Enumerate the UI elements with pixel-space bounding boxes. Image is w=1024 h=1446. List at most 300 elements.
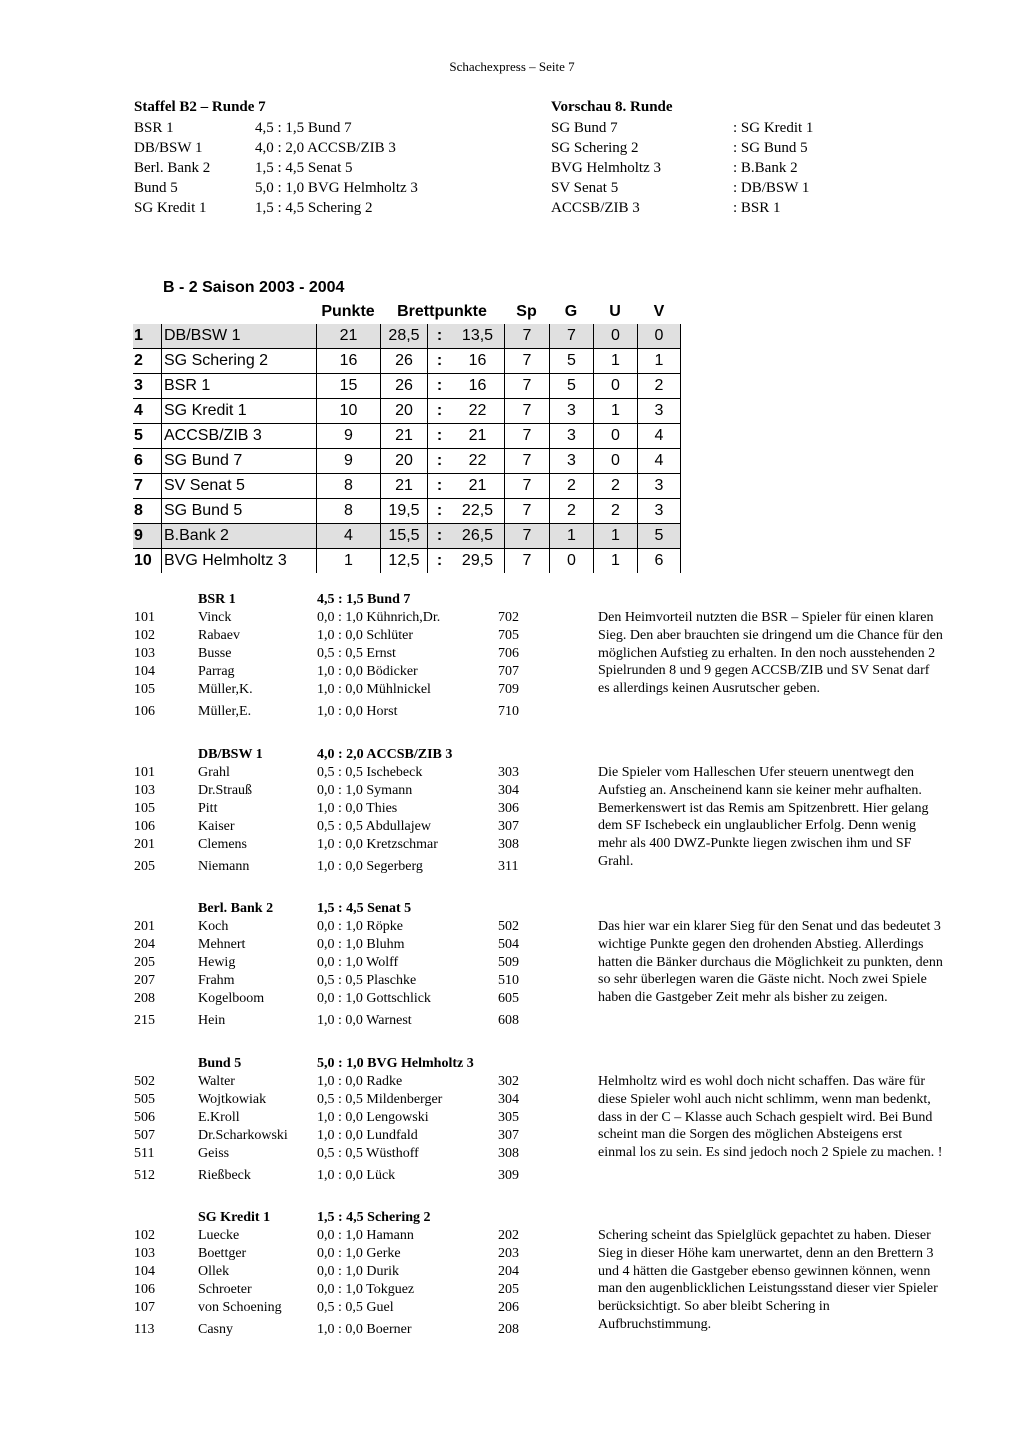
board-number: 103 bbox=[134, 646, 155, 661]
player-row bbox=[134, 1317, 598, 1339]
round-results-title: Staffel B2 – Runde 7 bbox=[134, 99, 266, 115]
losses: 6 bbox=[637, 549, 681, 573]
game-result: 0,0 : 1,0 Röpke bbox=[317, 919, 403, 934]
opponent-board: 308 bbox=[498, 1146, 519, 1161]
board-number: 106 bbox=[134, 819, 155, 834]
player-row bbox=[134, 800, 598, 818]
board-number: 511 bbox=[134, 1146, 155, 1161]
standings-header bbox=[133, 300, 681, 324]
losses: 3 bbox=[637, 399, 681, 423]
board-number: 505 bbox=[134, 1092, 155, 1107]
player-row bbox=[134, 681, 598, 699]
draws: 2 bbox=[593, 474, 637, 498]
game-result: 0,5 : 0,5 Mildenberger bbox=[317, 1092, 443, 1107]
result-score: 4,0 : 2,0 ACCSB/ZIB 3 bbox=[255, 140, 396, 156]
game-result: 0,0 : 1,0 Tokguez bbox=[317, 1282, 415, 1297]
player-row bbox=[134, 1299, 598, 1317]
player-name: Hein bbox=[198, 1013, 226, 1028]
player-name: Clemens bbox=[198, 837, 247, 852]
game-result: 0,0 : 1,0 Hamann bbox=[317, 1228, 414, 1243]
match-header bbox=[134, 1208, 598, 1227]
player-name: Pitt bbox=[198, 801, 218, 816]
preview-away: : DB/BSW 1 bbox=[733, 180, 810, 196]
board-points-for: 26 bbox=[380, 374, 427, 398]
board-number: 102 bbox=[134, 1228, 155, 1243]
board-number: 201 bbox=[134, 837, 155, 852]
game-result: 1,0 : 0,0 Lück bbox=[317, 1168, 396, 1183]
result-home: DB/BSW 1 bbox=[134, 140, 203, 156]
game-result: 1,0 : 0,0 Segerberg bbox=[317, 859, 423, 874]
team-name: SG Bund 7 bbox=[161, 449, 316, 473]
games-played: 7 bbox=[504, 549, 549, 573]
match-result: 5,0 : 1,0 BVG Helmholtz 3 bbox=[317, 1056, 474, 1071]
board-number: 512 bbox=[134, 1168, 155, 1183]
rank: 6 bbox=[134, 452, 143, 469]
player-name: Müller,K. bbox=[198, 682, 253, 697]
points: 16 bbox=[316, 349, 380, 373]
match-team: BSR 1 bbox=[198, 592, 236, 607]
team-name: B.Bank 2 bbox=[161, 524, 316, 548]
losses: 3 bbox=[637, 499, 681, 523]
standings-table bbox=[133, 276, 681, 573]
player-name: Geiss bbox=[198, 1146, 230, 1161]
wins: 3 bbox=[549, 424, 593, 448]
game-result: 0,0 : 1,0 Bluhm bbox=[317, 937, 405, 952]
team-name: BVG Helmholtz 3 bbox=[161, 549, 316, 573]
game-result: 1,0 : 0,0 Horst bbox=[317, 704, 398, 719]
player-name: E.Kroll bbox=[198, 1110, 240, 1125]
player-name: Frahm bbox=[198, 973, 235, 988]
match-result: 4,5 : 1,5 Bund 7 bbox=[317, 592, 411, 607]
wins: 5 bbox=[549, 349, 593, 373]
result-row bbox=[134, 158, 418, 178]
standings-body bbox=[133, 324, 681, 573]
opponent-board: 309 bbox=[498, 1168, 519, 1183]
opponent-board: 502 bbox=[498, 919, 519, 934]
match-block bbox=[134, 590, 943, 721]
game-result: 1,0 : 0,0 Bödicker bbox=[317, 664, 418, 679]
points: 8 bbox=[316, 499, 380, 523]
board-number: 201 bbox=[134, 919, 155, 934]
game-result: 0,5 : 0,5 Guel bbox=[317, 1300, 394, 1315]
player-row bbox=[134, 918, 598, 936]
colon: : bbox=[427, 424, 451, 448]
opponent-board: 510 bbox=[498, 973, 519, 988]
player-row bbox=[134, 699, 598, 721]
match-team: SG Kredit 1 bbox=[198, 1210, 271, 1225]
draws: 0 bbox=[593, 324, 637, 348]
player-name: von Schoening bbox=[198, 1300, 282, 1315]
player-name: Vinck bbox=[198, 610, 232, 625]
game-result: 1,0 : 0,0 Schlüter bbox=[317, 628, 414, 643]
match-result: 4,0 : 2,0 ACCSB/ZIB 3 bbox=[317, 747, 453, 762]
match-header bbox=[134, 590, 598, 609]
colon: : bbox=[427, 374, 451, 398]
player-row bbox=[134, 645, 598, 663]
board-points-for: 21 bbox=[380, 424, 427, 448]
player-name: Walter bbox=[198, 1074, 235, 1089]
colon: : bbox=[427, 499, 451, 523]
draws: 1 bbox=[593, 399, 637, 423]
player-name: Boettger bbox=[198, 1246, 247, 1261]
player-name: Dr.Strauß bbox=[198, 783, 253, 798]
game-result: 1,0 : 0,0 Warnest bbox=[317, 1013, 412, 1028]
team-name: ACCSB/ZIB 3 bbox=[161, 424, 316, 448]
standings-title: B - 2 Saison 2003 - 2004 bbox=[163, 279, 345, 296]
player-row bbox=[134, 1227, 598, 1245]
board-points-for: 20 bbox=[380, 399, 427, 423]
result-score: 4,5 : 1,5 Bund 7 bbox=[255, 120, 352, 136]
player-row bbox=[134, 1008, 598, 1030]
games-played: 7 bbox=[504, 324, 549, 348]
wins: 7 bbox=[549, 324, 593, 348]
team-name: DB/BSW 1 bbox=[161, 324, 316, 348]
board-points-against: 16 bbox=[468, 352, 487, 369]
header-sp: Sp bbox=[516, 303, 537, 320]
result-row bbox=[134, 138, 418, 158]
board-number: 101 bbox=[134, 765, 155, 780]
result-home: SG Kredit 1 bbox=[134, 200, 207, 216]
board-number: 107 bbox=[134, 1300, 155, 1315]
board-number: 502 bbox=[134, 1074, 155, 1089]
colon: : bbox=[427, 524, 451, 548]
result-row bbox=[134, 178, 418, 198]
preview-away: : SG Kredit 1 bbox=[733, 120, 814, 136]
board-number: 506 bbox=[134, 1110, 155, 1125]
wins: 2 bbox=[549, 474, 593, 498]
rank: 4 bbox=[134, 402, 143, 419]
opponent-board: 710 bbox=[498, 704, 519, 719]
board-points-against: 29,5 bbox=[461, 552, 494, 569]
board-number: 105 bbox=[134, 801, 155, 816]
player-name: Ollek bbox=[198, 1264, 230, 1279]
board-points-against: 16 bbox=[468, 377, 487, 394]
opponent-board: 202 bbox=[498, 1228, 519, 1243]
player-row bbox=[134, 954, 598, 972]
match-header bbox=[134, 899, 598, 918]
standings-row bbox=[133, 474, 681, 499]
team-name: SG Kredit 1 bbox=[161, 399, 316, 423]
board-points-for: 19,5 bbox=[380, 499, 427, 523]
opponent-board: 303 bbox=[498, 765, 519, 780]
opponent-board: 306 bbox=[498, 801, 519, 816]
colon: : bbox=[427, 449, 451, 473]
board-points-against: 21 bbox=[468, 427, 487, 444]
game-result: 1,0 : 0,0 Radke bbox=[317, 1074, 403, 1089]
match-result: 1,5 : 4,5 Senat 5 bbox=[317, 901, 412, 916]
player-name: Dr.Scharkowski bbox=[198, 1128, 288, 1143]
games-played: 7 bbox=[504, 374, 549, 398]
preview-home: SV Senat 5 bbox=[551, 180, 619, 196]
board-number: 106 bbox=[134, 704, 155, 719]
result-score: 1,5 : 4,5 Senat 5 bbox=[255, 160, 353, 176]
player-name: Parrag bbox=[198, 664, 235, 679]
player-name: Rabaev bbox=[198, 628, 240, 643]
board-points-for: 12,5 bbox=[380, 549, 427, 573]
preview-row bbox=[551, 158, 813, 178]
rank: 1 bbox=[133, 324, 161, 348]
board-points-against: 22,5 bbox=[461, 502, 494, 519]
board-number: 507 bbox=[134, 1128, 155, 1143]
board-number: 102 bbox=[134, 628, 155, 643]
rank: 8 bbox=[134, 502, 143, 519]
match-block bbox=[134, 899, 943, 1030]
team-name: SV Senat 5 bbox=[161, 474, 316, 498]
draws: 0 bbox=[593, 424, 637, 448]
player-row bbox=[134, 1109, 598, 1127]
player-row bbox=[134, 609, 598, 627]
losses: 3 bbox=[637, 474, 681, 498]
games-played: 7 bbox=[504, 399, 549, 423]
losses: 1 bbox=[637, 349, 681, 373]
opponent-board: 205 bbox=[498, 1282, 519, 1297]
opponent-board: 707 bbox=[498, 664, 519, 679]
preview-row bbox=[551, 138, 813, 158]
preview-row bbox=[551, 178, 813, 198]
opponent-board: 304 bbox=[498, 1092, 519, 1107]
player-name: Hewig bbox=[198, 955, 236, 970]
opponent-board: 509 bbox=[498, 955, 519, 970]
points: 9 bbox=[316, 424, 380, 448]
result-home: BSR 1 bbox=[134, 120, 174, 136]
colon: : bbox=[427, 474, 451, 498]
game-result: 1,0 : 0,0 Kretzschmar bbox=[317, 837, 438, 852]
game-result: 0,5 : 0,5 Abdullajew bbox=[317, 819, 431, 834]
player-row bbox=[134, 627, 598, 645]
rank: 2 bbox=[134, 352, 143, 369]
player-row bbox=[134, 1073, 598, 1091]
game-result: 1,0 : 0,0 Thies bbox=[317, 801, 398, 816]
opponent-board: 504 bbox=[498, 937, 519, 952]
rank: 3 bbox=[134, 377, 143, 394]
game-result: 0,0 : 1,0 Kühnrich,Dr. bbox=[317, 610, 441, 625]
player-row bbox=[134, 1127, 598, 1145]
header-brettpunkte: Brettpunkte bbox=[397, 303, 487, 320]
rank: 7 bbox=[134, 477, 143, 494]
player-row bbox=[134, 1163, 598, 1185]
board-points-against: 21 bbox=[468, 477, 487, 494]
board-number: 103 bbox=[134, 1246, 155, 1261]
game-result: 0,5 : 0,5 Plaschke bbox=[317, 973, 417, 988]
board-number: 204 bbox=[134, 937, 155, 952]
match-team: Berl. Bank 2 bbox=[198, 901, 274, 916]
board-number: 208 bbox=[134, 991, 155, 1006]
opponent-board: 302 bbox=[498, 1074, 519, 1089]
game-result: 0,0 : 1,0 Symann bbox=[317, 783, 413, 798]
match-team: Bund 5 bbox=[198, 1056, 242, 1071]
wins: 2 bbox=[549, 499, 593, 523]
standings-row bbox=[133, 399, 681, 424]
colon: : bbox=[427, 324, 451, 348]
opponent-board: 208 bbox=[498, 1322, 519, 1337]
opponent-board: 705 bbox=[498, 628, 519, 643]
board-number: 215 bbox=[134, 1013, 155, 1028]
rank: 9 bbox=[133, 524, 161, 548]
match-block bbox=[134, 745, 929, 876]
player-name: Casny bbox=[198, 1322, 233, 1337]
result-home: Bund 5 bbox=[134, 180, 178, 196]
header-u: U bbox=[609, 303, 621, 320]
player-name: Kogelboom bbox=[198, 991, 265, 1006]
wins: 3 bbox=[549, 449, 593, 473]
points: 4 bbox=[316, 524, 380, 548]
points: 15 bbox=[316, 374, 380, 398]
standings-row bbox=[133, 524, 681, 549]
round-results bbox=[134, 97, 418, 218]
standings-row bbox=[133, 449, 681, 474]
board-number: 104 bbox=[134, 1264, 155, 1279]
draws: 0 bbox=[593, 449, 637, 473]
header-v: V bbox=[653, 303, 665, 320]
player-row bbox=[134, 854, 598, 876]
points: 1 bbox=[316, 549, 380, 573]
match-comment: Das hier war ein klarer Sieg für den Senat und das bedeutet 3 wichtige Punkte gegen den drohenden Abstieg. Allerdings hatten die Bänker durchaus die Möglichkeit zu punkten, denn so sehr überlegen waren die Gäste nicht. Noch zwei Spiele haben die Gastgeber Zeit mehr als bisher zu zeigen. bbox=[598, 919, 943, 1006]
player-row bbox=[134, 972, 598, 990]
match-result: 1,5 : 4,5 Schering 2 bbox=[317, 1210, 431, 1225]
losses: 4 bbox=[637, 449, 681, 473]
player-row bbox=[134, 1263, 598, 1281]
match-header bbox=[134, 1054, 598, 1073]
opponent-board: 608 bbox=[498, 1013, 519, 1028]
match-team: DB/BSW 1 bbox=[198, 747, 263, 762]
preview-home: ACCSB/ZIB 3 bbox=[551, 200, 640, 216]
game-result: 0,0 : 1,0 Wolff bbox=[317, 955, 399, 970]
board-points-against: 26,5 bbox=[451, 524, 504, 548]
games-played: 7 bbox=[504, 349, 549, 373]
result-row bbox=[134, 198, 418, 218]
colon: : bbox=[427, 549, 451, 573]
standings-row bbox=[133, 374, 681, 399]
opponent-board: 307 bbox=[498, 1128, 519, 1143]
opponent-board: 307 bbox=[498, 819, 519, 834]
games-played: 7 bbox=[504, 524, 549, 548]
team-name: SG Schering 2 bbox=[161, 349, 316, 373]
rank: 10 bbox=[134, 552, 152, 569]
opponent-board: 709 bbox=[498, 682, 519, 697]
player-row bbox=[134, 990, 598, 1008]
board-points-for: 15,5 bbox=[380, 524, 427, 548]
opponent-board: 605 bbox=[498, 991, 519, 1006]
preview-away: : B.Bank 2 bbox=[733, 160, 798, 176]
losses: 4 bbox=[637, 424, 681, 448]
opponent-board: 311 bbox=[498, 859, 519, 874]
player-row bbox=[134, 936, 598, 954]
result-score: 1,5 : 4,5 Schering 2 bbox=[255, 200, 373, 216]
player-name: Müller,E. bbox=[198, 704, 252, 719]
player-name: Mehnert bbox=[198, 937, 246, 952]
board-number: 105 bbox=[134, 682, 155, 697]
games-played: 7 bbox=[504, 499, 549, 523]
game-result: 0,5 : 0,5 Ernst bbox=[317, 646, 396, 661]
result-row bbox=[134, 118, 418, 138]
games-played: 7 bbox=[504, 474, 549, 498]
opponent-board: 206 bbox=[498, 1300, 519, 1315]
colon: : bbox=[427, 349, 451, 373]
standings-row bbox=[133, 549, 681, 573]
board-number: 101 bbox=[134, 610, 155, 625]
draws: 1 bbox=[593, 549, 637, 573]
points: 9 bbox=[316, 449, 380, 473]
player-name: Busse bbox=[198, 646, 232, 661]
player-row bbox=[134, 1145, 598, 1163]
games-played: 7 bbox=[504, 424, 549, 448]
losses: 5 bbox=[637, 524, 681, 548]
player-row bbox=[134, 818, 598, 836]
points: 8 bbox=[316, 474, 380, 498]
opponent-board: 308 bbox=[498, 837, 519, 852]
game-result: 1,0 : 0,0 Mühlnickel bbox=[317, 682, 431, 697]
board-points-for: 28,5 bbox=[380, 324, 427, 348]
match-block bbox=[134, 1054, 943, 1185]
draws: 1 bbox=[593, 349, 637, 373]
round-preview-title: Vorschau 8. Runde bbox=[551, 99, 673, 115]
game-result: 0,0 : 1,0 Gottschlick bbox=[317, 991, 431, 1006]
board-points-for: 26 bbox=[380, 349, 427, 373]
player-row bbox=[134, 1281, 598, 1299]
team-name: SG Bund 5 bbox=[161, 499, 316, 523]
opponent-board: 702 bbox=[498, 610, 519, 625]
player-name: Luecke bbox=[198, 1228, 240, 1243]
draws: 1 bbox=[593, 524, 637, 548]
standings-row bbox=[133, 349, 681, 374]
preview-home: SG Bund 7 bbox=[551, 120, 618, 136]
team-name: BSR 1 bbox=[161, 374, 316, 398]
player-row bbox=[134, 1245, 598, 1263]
preview-row bbox=[551, 118, 813, 138]
player-name: Grahl bbox=[198, 765, 230, 780]
losses: 0 bbox=[637, 324, 681, 348]
match-comment: Den Heimvorteil nutzten die BSR – Spieler für einen klaren Sieg. Den aber brauchten sie dringend um die Chance für den möglichen Aufstieg zu erhalten. In den noch ausstehenden 2 Spielrunden 8 und 9 gegen ACCSB/ZIB und SV Senat darf es allerdings keinen Ausrutscher geben. bbox=[598, 610, 943, 697]
opponent-board: 706 bbox=[498, 646, 519, 661]
board-points-for: 21 bbox=[380, 474, 427, 498]
draws: 0 bbox=[593, 374, 637, 398]
match-comment: Schering scheint das Spielglück gepachtet zu haben. Dieser Sieg in dieser Höhe kam unerwartet, denn an den Brettern 3 und 4 hätten die Gastgeber ebenso gewinnen können, wenn man den augenblicklichen Leistungsstand dieser vier Spieler berücksichtigt. So aber bleibt Schering in Aufbruchstimmung. bbox=[598, 1228, 938, 1332]
result-home: Berl. Bank 2 bbox=[134, 160, 211, 176]
match-comment: Helmholtz wird es wohl doch nicht schaffen. Das wäre für diese Spieler wohl auch nicht schlimm, wenn man bedenkt, dass in der C – Klasse auch Schach gespielt wird. Bei Bund scheint man die Sorgen des möglichen Absteigens erst einmal los zu sein. Es sind jedoch noch 2 Spiele zu machen. ! bbox=[598, 1074, 943, 1161]
wins: 3 bbox=[549, 399, 593, 423]
game-result: 0,5 : 0,5 Ischebeck bbox=[317, 765, 423, 780]
round-preview bbox=[551, 97, 813, 218]
opponent-board: 204 bbox=[498, 1264, 519, 1279]
player-name: Rießbeck bbox=[198, 1168, 251, 1183]
wins: 5 bbox=[549, 374, 593, 398]
board-points-against: 13,5 bbox=[451, 324, 504, 348]
game-result: 1,0 : 0,0 Lengowski bbox=[317, 1110, 429, 1125]
rank: 5 bbox=[134, 427, 143, 444]
player-name: Koch bbox=[198, 919, 229, 934]
game-result: 0,0 : 1,0 Durik bbox=[317, 1264, 400, 1279]
board-points-against: 22 bbox=[468, 452, 487, 469]
player-row bbox=[134, 663, 598, 681]
result-score: 5,0 : 1,0 BVG Helmholtz 3 bbox=[255, 180, 418, 196]
player-name: Schroeter bbox=[198, 1282, 252, 1297]
preview-home: SG Schering 2 bbox=[551, 140, 639, 156]
board-number: 106 bbox=[134, 1282, 155, 1297]
match-block bbox=[134, 1208, 938, 1339]
wins: 1 bbox=[549, 524, 593, 548]
board-points-for: 20 bbox=[380, 449, 427, 473]
standings-row bbox=[133, 499, 681, 524]
preview-home: BVG Helmholtz 3 bbox=[551, 160, 661, 176]
preview-away: : SG Bund 5 bbox=[733, 140, 808, 156]
board-points-against: 22 bbox=[468, 402, 487, 419]
player-name: Wojtkowiak bbox=[198, 1092, 267, 1107]
opponent-board: 203 bbox=[498, 1246, 519, 1261]
points: 21 bbox=[316, 324, 380, 348]
opponent-board: 304 bbox=[498, 783, 519, 798]
game-result: 0,0 : 1,0 Gerke bbox=[317, 1246, 401, 1261]
points: 10 bbox=[316, 399, 380, 423]
